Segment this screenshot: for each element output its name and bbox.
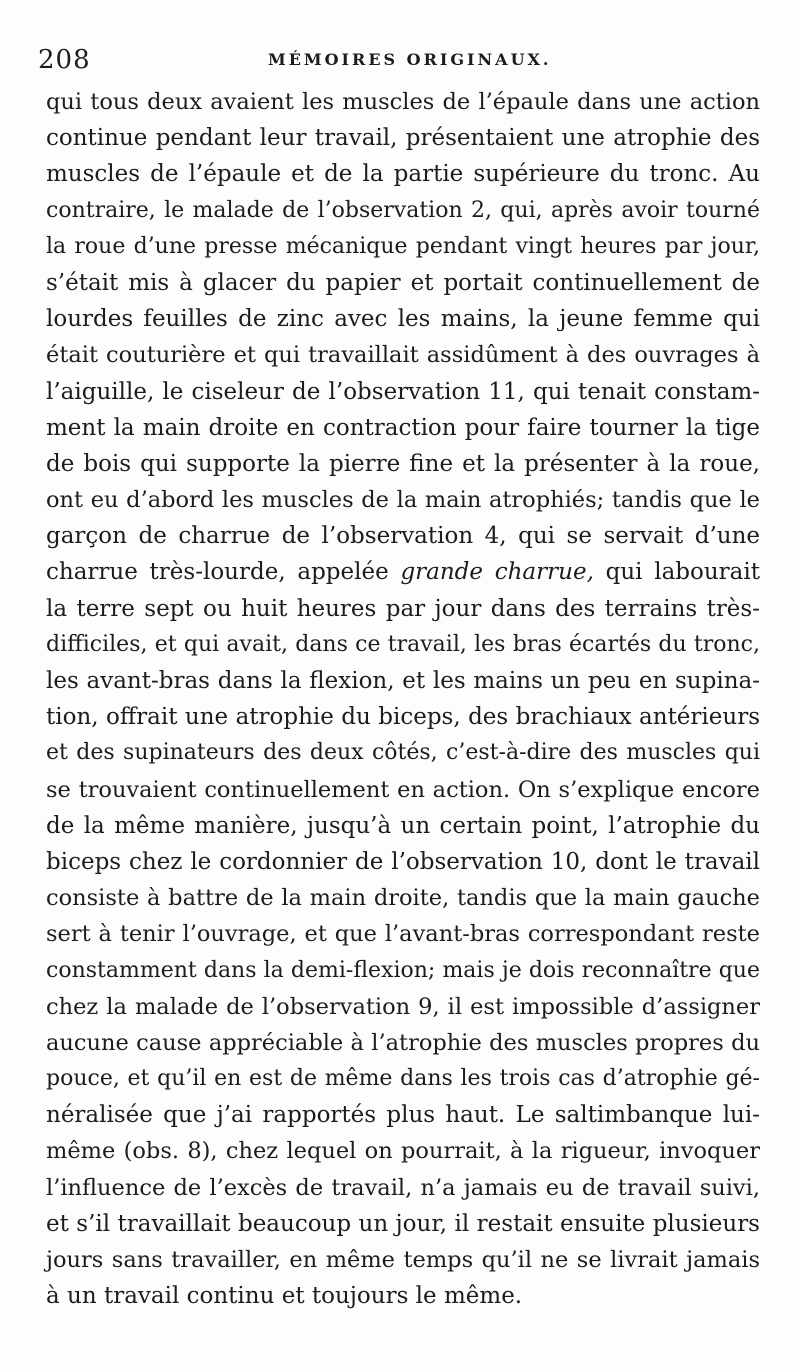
text-line: se trouvaient continuellement en action. On s’explique encore <box>46 776 760 803</box>
text-line: même (obs. 8), chez lequel on pourrait, à la rigueur, invoquer <box>46 1138 760 1165</box>
text-line: muscles de l’épaule et de la partie supérieure du tronc. Au <box>46 161 760 188</box>
text-line: constamment dans la demi-flexion; mais je dois reconnaître que <box>46 957 760 983</box>
text-line: ment la main droite en contraction pour faire tourner la tige <box>46 414 760 441</box>
text-line: de bois qui supporte la pierre fine et la présenter à la roue, <box>46 450 760 477</box>
text-line: les avant-bras dans la flexion, et les mains un peu en supina- <box>46 668 760 694</box>
text-line: l’influence de l’excès de travail, n’a jamais eu de travail suivi, <box>46 1174 760 1201</box>
running-title: MÉMOIRES ORIGINAUX. <box>268 50 552 69</box>
text-line-last: à un travail continu et toujours le même. <box>46 1283 523 1310</box>
text-line: contraire, le malade de l’observation 2, qui, après avoir tourné <box>46 197 760 223</box>
text-line: néralisée que j’ai rapportés plus haut. Le saltimbanque lui- <box>46 1102 760 1129</box>
page-number: 208 <box>38 45 91 75</box>
line-tail: qui labourait <box>593 559 760 586</box>
text-line-with-italic <box>46 554 760 590</box>
text-line: biceps chez le cordonnier de l’observation 10, dont le travail <box>46 848 760 875</box>
text-line: était couturière et qui travaillait assidûment à des ouvrages à <box>46 342 760 369</box>
text-line: aucune cause appréciable à l’atrophie des muscles propres du <box>46 1029 760 1056</box>
text-line: l’aiguille, le ciseleur de l’observation 11, qui tenait constam- <box>46 378 760 405</box>
text-line: difficiles, et qui avait, dans ce travail, les bras écartés du tronc, <box>46 631 760 657</box>
line-head: charrue très-lourde, appelée <box>46 559 401 586</box>
text-line: pouce, et qu’il en est de même dans les trois cas d’atrophie gé- <box>46 1066 760 1092</box>
running-head <box>38 42 758 78</box>
text-line: et s’il travaillait beaucoup un jour, il restait ensuite plusieurs <box>46 1210 760 1237</box>
text-line: continue pendant leur travail, présentaient une atrophie des <box>46 125 760 152</box>
text-line: lourdes feuilles de zinc avec les mains, la jeune femme qui <box>46 306 760 333</box>
text-line: la roue d’une presse mécanique pendant vingt heures par jour, <box>46 233 760 259</box>
text-line: s’était mis à glacer du papier et portait continuellement de <box>46 269 760 296</box>
text-line: consiste à battre de la main droite, tandis que la main gauche <box>46 885 760 912</box>
text-line: qui tous deux avaient les muscles de l’épaule dans une action <box>46 89 760 115</box>
text-line: la terre sept ou huit heures par jour dans des terrains très- <box>46 595 760 622</box>
text-line: et des supinateurs des deux côtés, c’est-à-dire des muscles qui <box>46 740 760 766</box>
text-line: chez la malade de l’observation 9, il est impossible d’assigner <box>46 993 760 1020</box>
text-line: garçon de charrue de l’observation 4, qui se servait d’une <box>46 523 760 550</box>
text-line: ont eu d’abord les muscles de la main atrophiés; tandis que le <box>46 487 760 514</box>
body-text <box>46 84 760 1314</box>
text-line: tion, offrait une atrophie du biceps, des brachiaux antérieurs <box>46 704 760 731</box>
text-line: de la même manière, jusqu’à un certain point, l’atrophie du <box>46 812 760 839</box>
text-line: sert à tenir l’ouvrage, et que l’avant-bras correspondant reste <box>46 921 760 948</box>
italic-phrase: grande charrue, <box>400 559 594 586</box>
text-line: jours sans travailler, en même temps qu’il ne se livrait jamais <box>46 1247 760 1273</box>
